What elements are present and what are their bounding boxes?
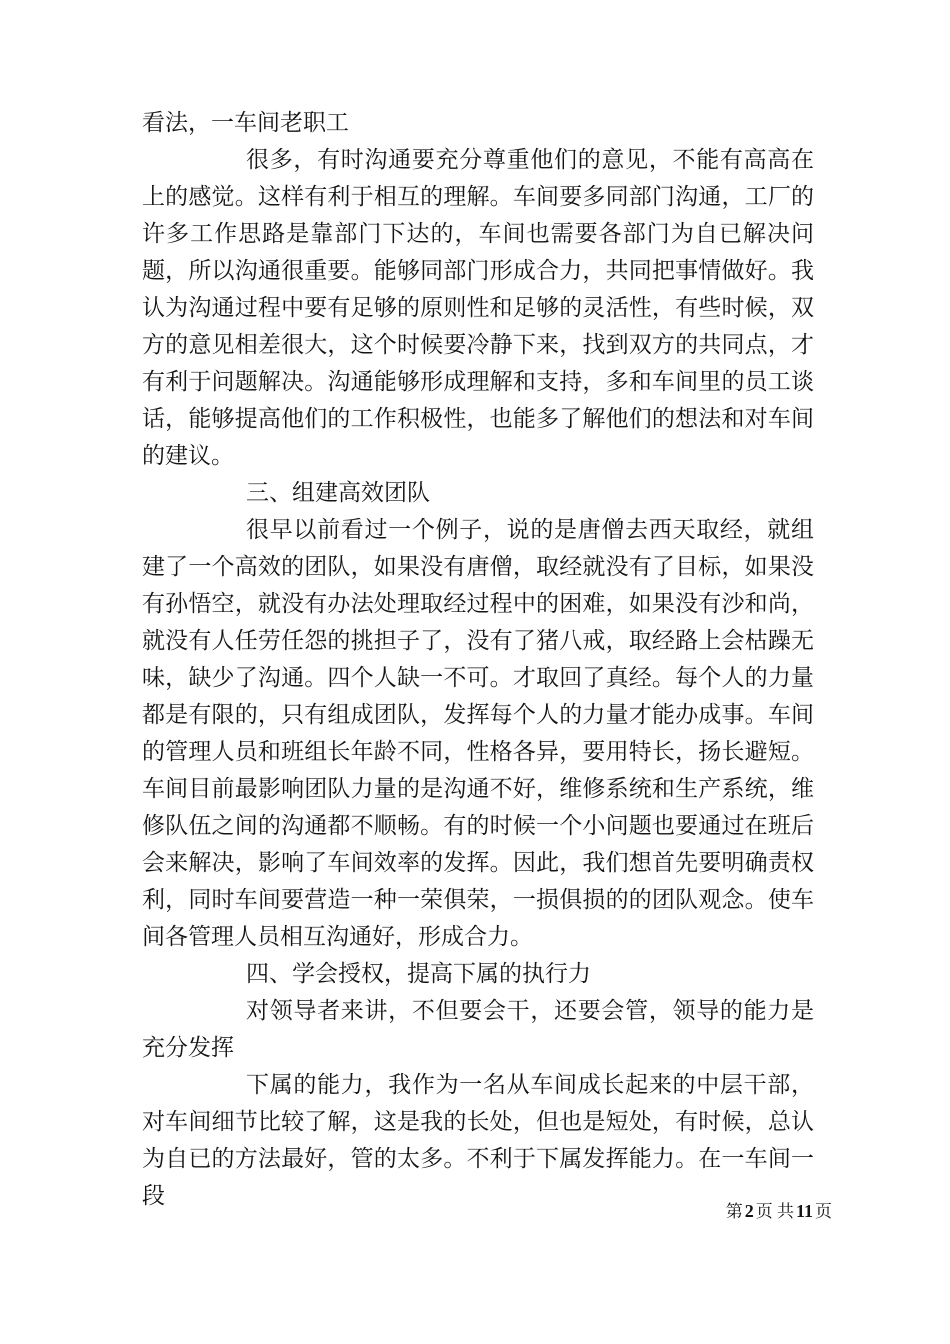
footer-suffix: 页 xyxy=(815,1202,832,1221)
paragraph: 四、学会授权，提高下属的执行力 xyxy=(246,961,591,986)
footer-prefix: 第 xyxy=(725,1202,743,1221)
footer-page-number: 2 xyxy=(744,1201,754,1221)
footer-middle: 页 共 xyxy=(755,1202,794,1221)
paragraph: 对领导者来讲，不但要会干，还要会管，领导的能力是充分发挥 xyxy=(142,998,814,1060)
paragraph: 下属的能力，我作为一名从车间成长起来的中层干部，对车间细节比较了解，这是我的长处，但也是短处，有时候，总认为自已的方法最好，管的太多。不利于下属发挥能力。在一车间一段 xyxy=(142,1072,814,1208)
document-body xyxy=(142,104,814,1214)
paragraph: 看法，一车间老职工 xyxy=(142,110,349,135)
footer-total-pages: 11 xyxy=(795,1201,813,1221)
paragraph: 很多，有时沟通要充分尊重他们的意见，不能有高高在上的感觉。这样有利于相互的理解。车间要多同部门沟通，工厂的许多工作思路是靠部门下达的，车间也需要各部门为自已解决问题，所以沟通很重要。能够同部门形成合力，共同把事情做好。我认为沟通过程中要有足够的原则性和足够的灵活性，有些时候，双方的意见相差很大，这个时候要冷静下来，找到双方的共同点，才有利于问题解决。沟通能够形成理解和支持，多和车间里的员工谈话，能够提高他们的工作积极性，也能多了解他们的想法和对车间的建议。 xyxy=(142,147,814,468)
paragraph: 很早以前看过一个例子，说的是唐僧去西天取经，就组建了一个高效的团队，如果没有唐僧，取经就没有了目标，如果没有孙悟空，就没有办法处理取经过程中的困难，如果没有沙和尚，就没有人任劳任怨的挑担子了，没有了猪八戒，取经路上会枯躁无味，缺少了沟通。四个人缺一不可。才取回了真经。每个人的力量都是有限的，只有组成团队，发挥每个人的力量才能办成事。车间的管理人员和班组长年龄不同，性格各异，要用特长，扬长避短。车间目前最影响团队力量的是沟通不好，维修系统和生产系统，维修队伍之间的沟通都不顺畅。有的时候一个小问题也要通过在班后会来解决，影响了车间效率的发挥。因此，我们想首先要明确责权利，同时车间要营造一种一荣俱荣，一损俱损的的团队观念。使车间各管理人员相互沟通好，形成合力。 xyxy=(142,517,814,949)
paragraph: 三、组建高效团队 xyxy=(246,480,430,505)
page-footer xyxy=(726,1200,832,1223)
